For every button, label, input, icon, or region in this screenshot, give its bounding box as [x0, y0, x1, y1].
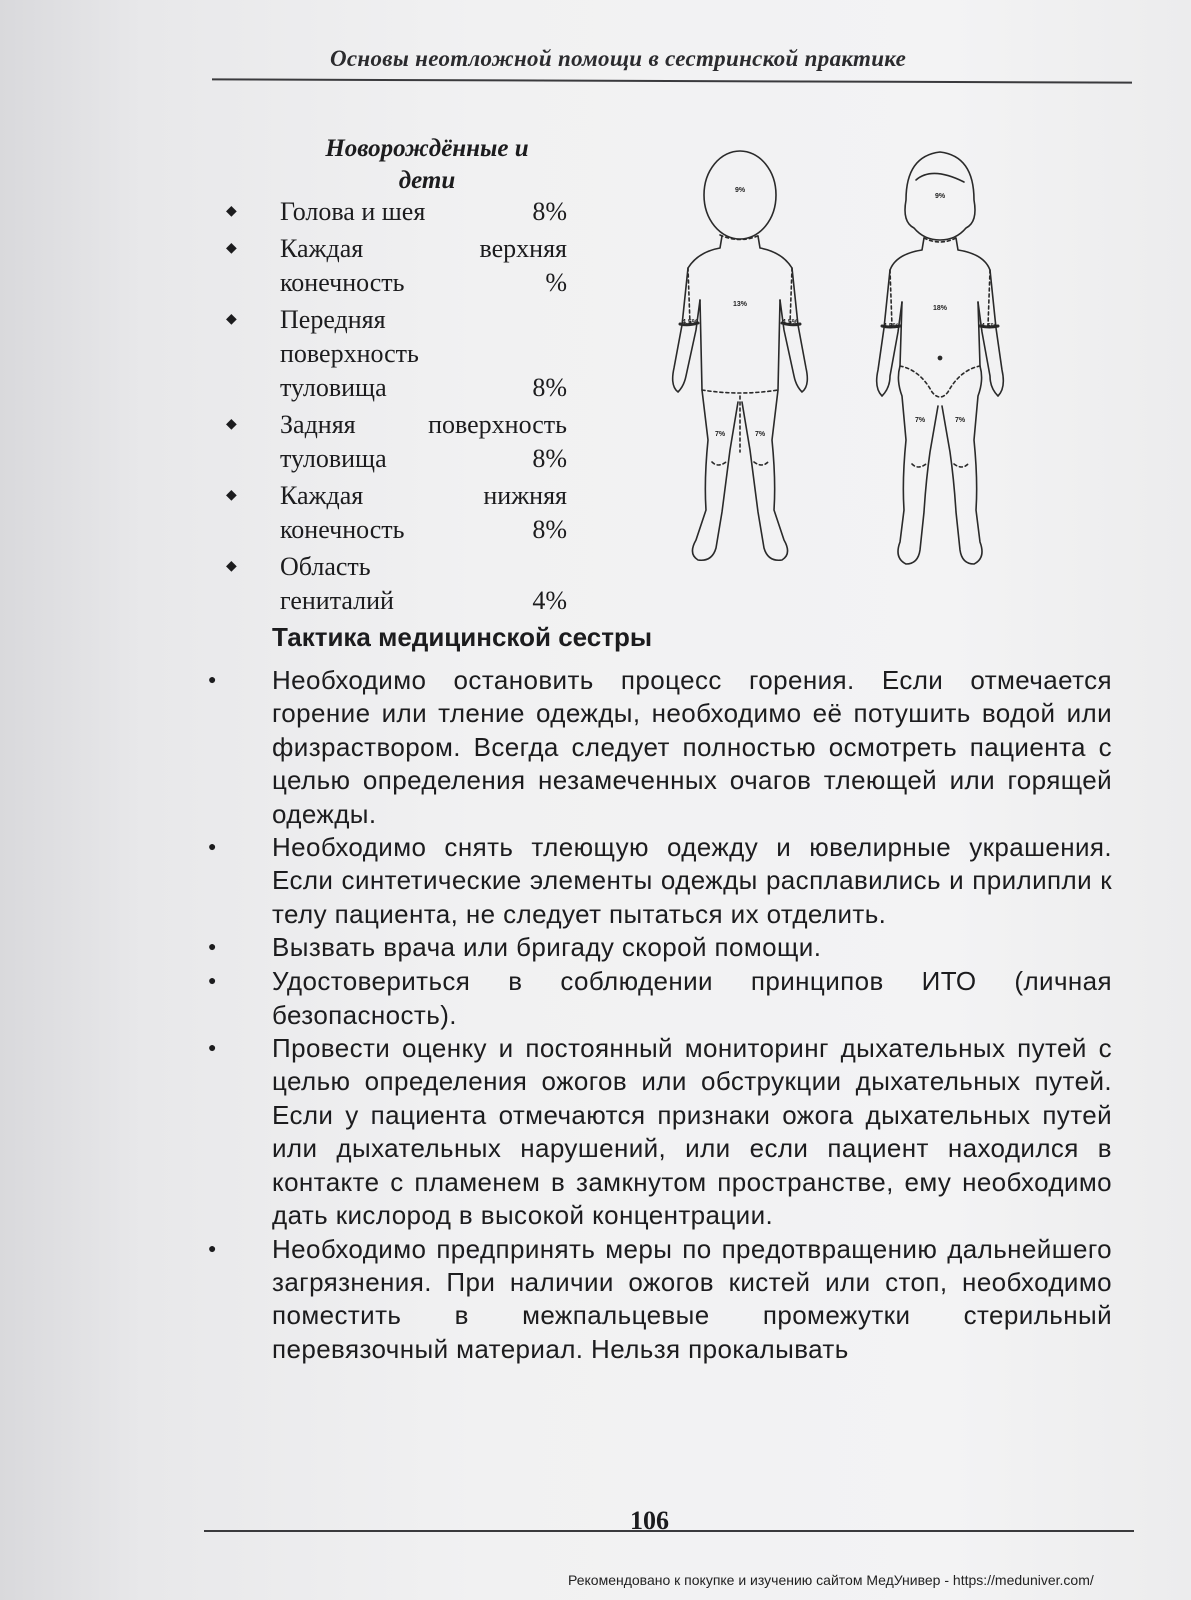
front-arm-right-percent: 4.5% [981, 323, 997, 330]
tactic-text: Удостовериться в соблюдении принципов ИТО (личная безопасность). [272, 966, 1112, 1030]
list-item [200, 831, 1120, 931]
tactic-text: Вызвать врача или бригаду скорой помощи. [272, 932, 822, 963]
back-arm-left-percent: 4.5% [682, 319, 698, 326]
area-percent: 8% [532, 197, 567, 226]
list-item [210, 408, 570, 476]
front-trunk-percent: 18% [932, 305, 948, 312]
area-label: Голова и шея [280, 197, 426, 226]
bullet-icon: ● [208, 673, 217, 688]
area-label: Область [280, 552, 371, 581]
back-leg-left-percent: 7% [714, 431, 726, 438]
area-label: поверхность [280, 339, 419, 368]
tactic-text: Необходимо остановить процесс горения. Если отмечается горение или тление одежды, необходимо её потушить водой или физраствором. Всегда следует полностью осмотреть пациента с целью определения незамеченных очагов тлеющей или горящей одежды. [272, 665, 1112, 829]
bullet-icon: ◆ [226, 204, 237, 219]
tactic-text: Провести оценку и постоянный мониторинг дыхательных путей с целью определения ожогов или обструкции дыхательных путей. Если у пациента отмечаются признаки ожога дыхательных путей или дыхательных нарушений, или если пациент находился в контакте с пламенем в замкнутом пространстве, ему необходимо дать кислород в высокой концентрации. [272, 1033, 1112, 1231]
list-item [200, 965, 1120, 1032]
bullet-icon: ● [208, 974, 217, 990]
back-head-percent: 9% [734, 187, 746, 194]
area-label: Передняя [280, 305, 386, 334]
bullet-icon: ◆ [226, 417, 237, 432]
bullet-icon: ◆ [226, 488, 237, 503]
front-arm-left-percent: 4.5% [883, 323, 899, 330]
back-trunk-percent: 13% [732, 301, 748, 308]
child-front-figure [877, 152, 1004, 564]
front-leg-right-percent: 7% [954, 417, 966, 424]
tactics-list [200, 664, 1120, 1366]
bullet-icon: ◆ [226, 312, 237, 327]
tactic-text: Необходимо снять тлеющую одежду и ювелирные украшения. Если синтетические элементы одежды расплавились и прилипли к телу пациента, не следует пытаться их отделить. [272, 832, 1112, 929]
area-label: Каждая нижняя [280, 481, 567, 510]
list-item [210, 232, 570, 300]
area-percent: 8% [532, 373, 567, 402]
bullet-icon: ● [208, 1041, 217, 1057]
running-header: Основы неотложной помощи в сестринской практике [330, 46, 907, 71]
section-title: Тактика медицинской сестры [272, 622, 653, 652]
area-percent: 8% [532, 515, 567, 544]
list-item [200, 664, 1120, 831]
footer-rule [204, 1530, 1134, 1532]
area-percent: 4% [532, 586, 567, 615]
list-item [200, 1233, 1120, 1367]
area-label-cont: туловища [280, 373, 387, 402]
area-percent: % [545, 268, 567, 297]
list-item [210, 195, 570, 229]
front-head-percent: 9% [934, 193, 946, 200]
body-area-list [210, 195, 570, 621]
child-body-diagram [660, 140, 1060, 590]
area-label: Каждая верхняя [280, 234, 567, 263]
footer-note: Рекомендовано к покупке и изучению сайтом МедУнивер - https://meduniver.com/ [568, 1572, 1094, 1588]
bullet-icon: ● [208, 840, 217, 856]
front-leg-left-percent: 7% [914, 417, 926, 424]
list-item [210, 550, 570, 618]
list-item [210, 303, 570, 405]
children-heading: Новорождённые и дети [325, 135, 529, 194]
bullet-icon: ◆ [226, 559, 237, 574]
area-label: Задняя поверхность [280, 410, 567, 439]
area-percent: 8% [532, 444, 567, 473]
list-item [210, 479, 570, 547]
area-label-cont: туловища [280, 444, 387, 473]
bullet-icon: ● [208, 1241, 217, 1257]
area-label-cont: конечность [280, 515, 405, 544]
area-label-cont: конечность [280, 268, 405, 297]
page-number: 106 [630, 1506, 669, 1535]
list-item [200, 1032, 1120, 1232]
bullet-icon: ● [208, 940, 217, 956]
back-arm-right-percent: 4.5% [782, 319, 798, 326]
area-label-cont: гениталий [280, 586, 394, 615]
list-item [200, 931, 1120, 965]
bullet-icon: ◆ [226, 241, 237, 256]
child-back-figure [673, 151, 808, 560]
header-rule [212, 78, 1132, 83]
back-leg-right-percent: 7% [754, 431, 766, 438]
tactic-text: Необходимо предпринять меры по предотвращению дальнейшего загрязнения. При наличии ожогов кистей или стоп, необходимо поместить в межпальцевые промежутки стерильный перевязочный материал. Нельзя прокалывать [272, 1233, 1112, 1364]
